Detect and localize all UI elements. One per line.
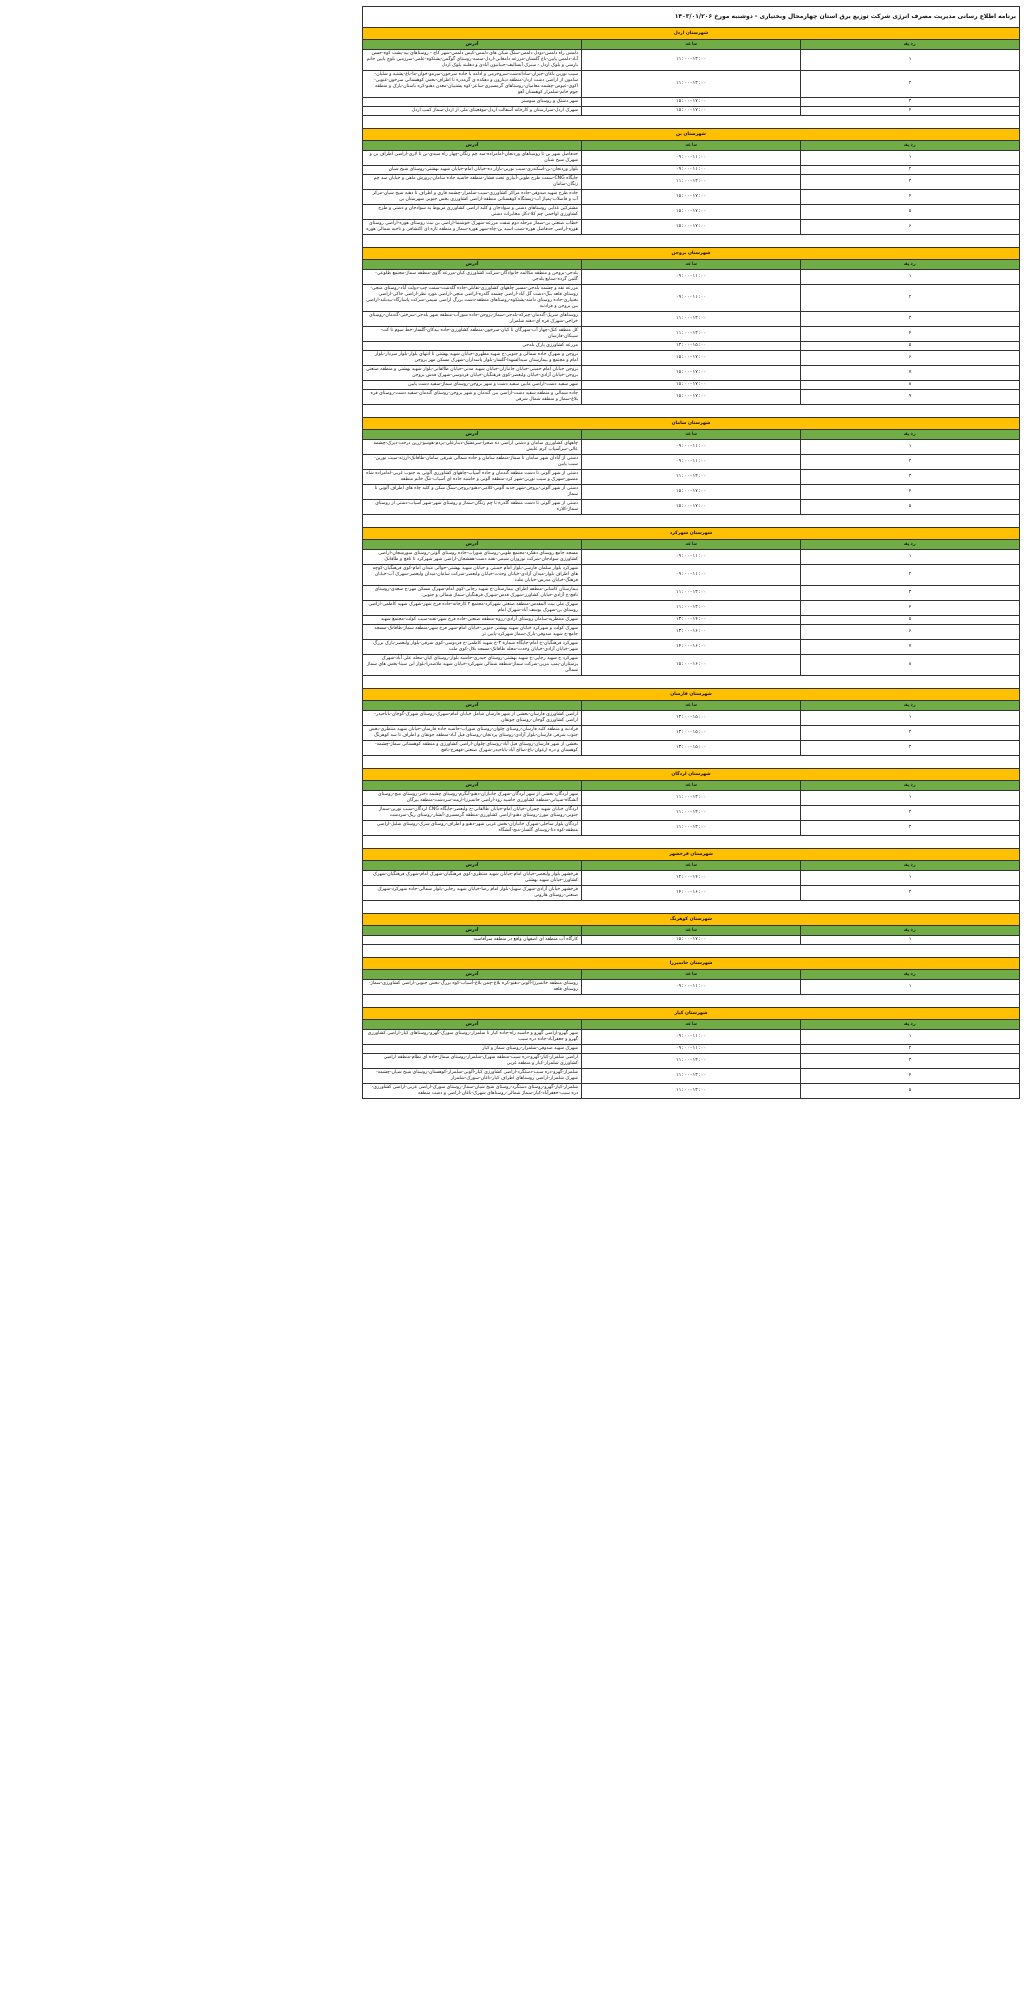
spacer-cell <box>363 116 1020 129</box>
outage-address: جاده طرح شهید صدوقی-جاده مراکز کشاورزی-سیب-شلمزار-چشمه قاری و اطراف تا دهنه شیخ شبان-مرکز آب و فاضلاب-پمپاژ آب-زیستگاه کوهستانی منطقه-اراضی کشاورزی بخش جنوبی شهرستان بن <box>363 190 582 205</box>
outage-address: اراضی شلمزار-کیار-گهرو-دره سیب-منطقه شهرک-شلمزار-روستای سماژ-جاده ای نظام-منطقه اراضی کشاورزی شلمزار-کیار و منطقه غربی <box>363 1054 582 1069</box>
row-number: ۱ <box>801 440 1020 455</box>
outage-address: بلدجی-بروجن و منطقه مکالمه خانوادگان-شرکت کشاورزی کیان-مزرعه گاوی-منطقه سماژ-مجتمع طلوعی-گلمن گرده-صنایع بلدجی <box>363 270 582 285</box>
table-row <box>363 342 1020 351</box>
outage-time: ۱۵:۰۰-۱۷:۰۰ <box>582 936 801 945</box>
outage-address: شهرکرد بلوار سلمان فارسی-بلوار امام خمینی و خیابان شهید بهشتی-حوالی میدان امام-کوی فرهنگیان-کوچه های اطراف بلوار-میدان آزادی-خیابان وحدت-خیابان ولیعصر-شرکت سامان-میدان ولیعصر-شهرک آب-خیابان فرهنگ-خیابان مدرس-خیابان ملت <box>363 565 582 586</box>
header-row-number: ردیف <box>801 926 1020 936</box>
header-address: آدرس <box>363 1020 582 1030</box>
outage-address: شهرک کولت و شهرکرد خیابان شهید بهشتی جنوبی-خیابان امام-شهر فرخ شهر-منطقه سماژ-طاقانک-مسجد جامع-خ شهید صدوقی-پارک-سماژ شهرکرد-پایین تر <box>363 625 582 640</box>
section-spacer <box>363 901 1020 914</box>
row-number: ۳ <box>801 741 1020 756</box>
column-header-row <box>363 970 1020 980</box>
row-number: ۴ <box>801 485 1020 500</box>
outage-address: بروجن خیابان امام خمینی-خیابان جانبازان-خیابان شهید مدنی-خیابان طالقانی-بلوار شهید بهشتی و منطقه صنعتی بروجن-خیابان آزادی-خیابان ولیعصر-کوی فرهنگیان-خیابان فردوسی-شهرک قدس بروجن <box>363 366 582 381</box>
outage-time: ۱۱:۰۰-۱۳:۰۰ <box>582 586 801 601</box>
table-row <box>363 1084 1020 1099</box>
county-name: شهرستان خانمیرزا <box>363 958 1020 970</box>
row-number: ۵ <box>801 500 1020 515</box>
table-row <box>363 601 1020 616</box>
table-row <box>363 312 1020 327</box>
table-row <box>363 821 1020 836</box>
outage-time: ۱۱:۰۰-۱۳:۰۰ <box>582 1069 801 1084</box>
outage-time: ۱۵:۰۰-۱۷:۰۰ <box>582 366 801 381</box>
header-address: آدرس <box>363 141 582 151</box>
outage-time: ۰۹:۰۰-۱۱:۰۰ <box>582 550 801 565</box>
row-number: ۲ <box>801 455 1020 470</box>
county-header-row <box>363 914 1020 926</box>
outage-time: ۱۱:۰۰-۱۳:۰۰ <box>582 50 801 71</box>
county-name: شهرستان بروجن <box>363 248 1020 260</box>
county-name: شهرستان کیار <box>363 1008 1020 1020</box>
table-row <box>363 440 1020 455</box>
outage-address: بلوار وردنجان-بن-اسکندری-سیب نوربن-بازار ده-خیابان امام-خیابان شهید بهشتی-روستای شیخ شبان <box>363 166 582 175</box>
outage-address: بخشی از شهر فارسان-روستای فیل آباد-روستای چلوان-اراضی کشاورزی و منطقه کوهستانی سماژ-چشمه-کوهستان و دره ارغوان-باغ-صالح آباد-باباحیدر-شهرک صنعتی-قهفرخ-نافچ <box>363 741 582 756</box>
table-row <box>363 791 1020 806</box>
header-row-number: ردیف <box>801 260 1020 270</box>
spacer-cell <box>363 995 1020 1008</box>
outage-address: شهرک اردل-سرارستان و کارخانه آسفالت اردل-موقعیتای ملی از اردل-سماژ کمپ اردل <box>363 107 582 116</box>
header-row-number: ردیف <box>801 970 1020 980</box>
outage-time: ۰۹:۰۰-۱۱:۰۰ <box>582 565 801 586</box>
outage-time: ۱۱:۰۰-۱۳:۰۰ <box>582 821 801 836</box>
county-header-row <box>363 689 1020 701</box>
table-row <box>363 980 1020 995</box>
row-number: ۱ <box>801 50 1020 71</box>
outage-address: مزرعه نقه و چشمه بلدجی-مسیر چاههای کشاورزی-نقابلی-جاده گلدشت-سمت چپ-دولت آباد-روستای منجی-روستای قلعه بیگ-دشت گل آباد-اراضی چشمه گلدره-اراضی منجی-اراضی مورد نظر-اراضی خاکی-اراضی بختیاری-جاده روستای دامنه-پشتکوه-روستاهای منطقه-دشت بزرگ اراضی شیمی-شرکت پاسارگاد-بیدبلند-اراضی بین بروجن و فرادنبه <box>363 285 582 312</box>
table-row <box>363 726 1020 741</box>
outage-address: لردگان خیابان شهید چمران-خیابان امام-خیابان طالقانی-خ ولیعصر-جایگاه CNG لردگان-سیب نوربن-سماژ جنوبی-روستای مورز-روستای دهنو-اراضی کشاورزی-منطقه گرمسیری-آبشار-روستای ریگ-سردشت <box>363 806 582 821</box>
section-spacer <box>363 836 1020 849</box>
row-number: ۲ <box>801 71 1020 98</box>
table-row <box>363 205 1020 220</box>
header-address: آدرس <box>363 430 582 440</box>
outage-time: ۱۱:۰۰-۱۳:۰۰ <box>582 601 801 616</box>
county-name: شهرستان بن <box>363 129 1020 141</box>
row-number: ۳ <box>801 470 1020 485</box>
row-number: ۱ <box>801 550 1020 565</box>
outage-address: شهر دشتک و روستای سوسنز <box>363 98 582 107</box>
outage-address: شهرک شهید صدوقی-شلمزار-روستای سماژ و کیار <box>363 1045 582 1054</box>
table-row <box>363 270 1020 285</box>
county-header-row <box>363 528 1020 540</box>
outage-address: فرخشهر خیابان آزادی-شهرک سهیل-بلوار امام رضا-خیابان شهید رجایی-بلوار شمالی-جاده شهرکرد-شهرک صنعتی-روستای هارونی <box>363 886 582 901</box>
header-address: آدرس <box>363 540 582 550</box>
outage-address: شهرک منتظریه-سامان روستای آزادی-رزوه-منطقه صنعتی-جاده فرخ شهر-نقنه-سیب کولت-مجتمع شهید <box>363 616 582 625</box>
row-number: ۵ <box>801 1084 1020 1099</box>
header-address: آدرس <box>363 701 582 711</box>
row-number: ۱ <box>801 270 1020 285</box>
county-name: شهرستان اردل <box>363 28 1020 40</box>
outage-time: ۱۳:۰۰-۱۴:۰۰ <box>582 616 801 625</box>
row-number: ۲ <box>801 726 1020 741</box>
outage-time: ۱۳:۰۰-۱۵:۰۰ <box>582 342 801 351</box>
row-number: ۸ <box>801 381 1020 390</box>
table-row <box>363 351 1020 366</box>
outage-address: شهرکرد فرهنگیان-خ امام-جایگاه شماره ۳-خ شهید کاظمی-خ فردوسی-کوی شرقی-بلوار ولیعصر-پارک بزرگ شهر-خیابان آزادی-خیابان وحدت-محله طاقانک-مسجد بلال-کوی ملت <box>363 640 582 655</box>
county-header-row <box>363 418 1020 430</box>
outage-address: خطاب صنعتی بن-سماژ مرحله دوم شفت مزرعه-شهرک خوشنما-اراضی بن نبث روستای هوره-اراضی روستای هوره-اراضی حدفاصل هوره-نصب اسید بن-چاه-شهر هوره-سماژ و منطقه تازه ای اکتشافی و ناحیه شمالی هوره <box>363 220 582 235</box>
outage-time: ۱۴:۰۰-۱۶:۰۰ <box>582 640 801 655</box>
table-row <box>363 565 1020 586</box>
table-row <box>363 151 1020 166</box>
row-number: ۵ <box>801 342 1020 351</box>
title-row <box>363 7 1020 28</box>
column-header-row <box>363 1020 1020 1030</box>
column-header-row <box>363 40 1020 50</box>
table-row <box>363 71 1020 98</box>
table-row <box>363 1045 1020 1054</box>
row-number: ۳ <box>801 1054 1020 1069</box>
outage-time: ۱۱:۰۰-۱۳:۰۰ <box>582 312 801 327</box>
section-spacer <box>363 515 1020 528</box>
table-row <box>363 98 1020 107</box>
outage-address: لردگان بلوار ساحلی-شهرک جانبازان-بخش غربی شهر-دهنو و اطراف-روستای سرک-روستای شلیل-اراضی منطقه-کوه دنا-روستای گلسار-منج-آتشگاه <box>363 821 582 836</box>
county-header-row <box>363 248 1020 260</box>
header-row-number: ردیف <box>801 141 1020 151</box>
section-spacer <box>363 405 1020 418</box>
outage-address: مسجد جامع روستای دهکرد-مجتمع طوبی-روستای شوراب-جاده روستای آلونی-روستای سورشجان-اراضی کشاورزی سوادجان-شرکت نوروزان شیمی-نقنه دشت-هفشجان-اراضی شهر شهرکرد تا نافچ و طاقانک <box>363 550 582 565</box>
outage-time: ۰۹:۰۰-۱۱:۰۰ <box>582 270 801 285</box>
table-row <box>363 366 1020 381</box>
header-address: آدرس <box>363 970 582 980</box>
table-row <box>363 616 1020 625</box>
header-time: ساعت <box>582 926 801 936</box>
header-address: آدرس <box>363 260 582 270</box>
table-row <box>363 586 1020 601</box>
county-name: شهرستان فارسان <box>363 689 1020 701</box>
header-time: ساعت <box>582 141 801 151</box>
outage-address: شهر سفید دشت-اراضی مابین سفید دشت و شهر بروجن-روستای سماژ-سفید دشت پایین <box>363 381 582 390</box>
table-row <box>363 166 1020 175</box>
outage-address: دشتی از آبادان شهر سامان تا سماژ-منطقه سامان و جاده شمالی شرقی سامان-طاقانک-ارزنه-سیب نوربن-سیب پایین <box>363 455 582 470</box>
header-address: آدرس <box>363 40 582 50</box>
table-row <box>363 806 1020 821</box>
table-row <box>363 1030 1020 1045</box>
spacer-cell <box>363 945 1020 958</box>
outage-time: ۰۹:۰۰-۱۱:۰۰ <box>582 980 801 995</box>
row-number: ۱ <box>801 151 1020 166</box>
row-number: ۵ <box>801 205 1020 220</box>
column-header-row <box>363 540 1020 550</box>
schedule-document <box>362 6 1020 1099</box>
row-number: ۳ <box>801 586 1020 601</box>
table-row <box>363 741 1020 756</box>
row-number: ۲ <box>801 565 1020 586</box>
column-header-row <box>363 701 1020 711</box>
outage-time: ۱۵:۰۰-۱۷:۰۰ <box>582 351 801 366</box>
outage-time: ۱۵:۰۰-۱۷:۰۰ <box>582 500 801 515</box>
outage-time: ۱۵:۰۰-۱۷:۰۰ <box>582 205 801 220</box>
table-row <box>363 285 1020 312</box>
column-header-row <box>363 781 1020 791</box>
outage-address: جایگاه CNG-سمت طرح طوبی-آبیاری تحت فشار-منطقه حاشیه جاده سامان-پرورش ماهی و خیابان سد چم زنگان-سامان <box>363 175 582 190</box>
table-row <box>363 625 1020 640</box>
table-row <box>363 871 1020 886</box>
row-number: ۲ <box>801 166 1020 175</box>
row-number: ۴ <box>801 327 1020 342</box>
column-header-row <box>363 926 1020 936</box>
header-row-number: ردیف <box>801 430 1020 440</box>
row-number: ۱ <box>801 980 1020 995</box>
outage-time: ۱۲:۰۰-۱۴:۰۰ <box>582 871 801 886</box>
county-name: شهرستان کوهرنگ <box>363 914 1020 926</box>
table-row <box>363 175 1020 190</box>
table-row <box>363 640 1020 655</box>
outage-address: روستای منطقه خانمیرزا-آلونی-دهنو-کره بلاغ-چمن بلاغ-آسیاب-کوه بزرگ-بخش جنوبی-اراضی کشاورزی-سماژ-روستای قلعه <box>363 980 582 995</box>
section-spacer <box>363 116 1020 129</box>
outage-address: کارگاه آب منطقه ای اصفهان واقع در منطقه سرآقاسید <box>363 936 582 945</box>
row-number: ۶ <box>801 625 1020 640</box>
outage-time: ۰۹:۰۰-۱۱:۰۰ <box>582 1045 801 1054</box>
outage-time: ۱۱:۰۰-۱۳:۰۰ <box>582 470 801 485</box>
row-number: ۴ <box>801 601 1020 616</box>
outage-address: شهرک ملی بیت المقدس-منطقه صنعتی شهرکرد-مجتمع ۲ کارخانه-جاده فرخ شهر-شهرک شهید کاظمی-اراضی روستای بن-شهرک یوسف آباد-شهرک امام <box>363 601 582 616</box>
outage-time: ۰۹:۰۰-۱۱:۰۰ <box>582 455 801 470</box>
outage-time: ۱۵:۰۰-۱۷:۰۰ <box>582 390 801 405</box>
outage-time: ۱۳:۰۰-۱۶:۰۰ <box>582 625 801 640</box>
outage-address: بیمارستان کاشانی-منطقه اطراف بیمارستان-خ شهید رجایی-کوی امام-شهرک مسکن مهر-خ سعدی-روستای نافچ-خ آزادی-خیابان کشاورز-شهرک قدس-شهرک فرهنگیان-سماژ شمالی و جنوبی <box>363 586 582 601</box>
row-number: ۱ <box>801 1030 1020 1045</box>
table-row <box>363 220 1020 235</box>
header-row-number: ردیف <box>801 701 1020 711</box>
outage-time: ۱۱:۰۰-۱۳:۰۰ <box>582 806 801 821</box>
header-time: ساعت <box>582 701 801 711</box>
outage-time: ۱۳:۰۰-۱۵:۰۰ <box>582 741 801 756</box>
outage-address: شلمزار-کیار-گهرو-روستای دستگرد-روستای شیخ شبان-سماژ-روستای سورک-اراضی غربی-اراضی کشاورزی-دره سیب-جعفرآباد-کیار-سماژ شمالی-روستاهای شهرک-ناغان-اراضی و دشت منطقه <box>363 1084 582 1099</box>
spacer-cell <box>363 235 1020 248</box>
row-number: ۴ <box>801 107 1020 116</box>
outage-time: ۱۵:۰۰-۱۶:۰۰ <box>582 655 801 676</box>
header-row-number: ردیف <box>801 861 1020 871</box>
spacer-cell <box>363 515 1020 528</box>
outage-address: فرخشهر بلوار ولیعصر-خیابان امام-خیابان شهید منتظری-کوی فرهنگیان-شهرک امام-شهرک فرهنگیان-شهرک کشاورز-خیابان شهید بهشتی <box>363 871 582 886</box>
table-row <box>363 485 1020 500</box>
table-row <box>363 500 1020 515</box>
header-row-number: ردیف <box>801 781 1020 791</box>
table-row <box>363 50 1020 71</box>
row-number: ۵ <box>801 616 1020 625</box>
outage-time: ۱۵:۰۰-۱۷:۰۰ <box>582 220 801 235</box>
county-name: شهرستان سامان <box>363 418 1020 430</box>
row-number: ۳ <box>801 175 1020 190</box>
row-number: ۱ <box>801 711 1020 726</box>
outage-time: ۰۹:۰۰-۱۱:۰۰ <box>582 440 801 455</box>
county-name: شهرستان فرخشهر <box>363 849 1020 861</box>
outage-address: اراضی کشاورزی فارسان-بخشی از شهر فارسان شامل خیابان امام-شهرک-روستای شهرک-گوجان-باباحیدر-اراضی کشاورزی گوجان-روستای جونقان <box>363 711 582 726</box>
row-number: ۷ <box>801 366 1020 381</box>
header-time: ساعت <box>582 861 801 871</box>
county-header-row <box>363 849 1020 861</box>
column-header-row <box>363 430 1020 440</box>
outage-time: ۱۱:۰۰-۱۳:۰۰ <box>582 791 801 806</box>
header-time: ساعت <box>582 430 801 440</box>
outage-time: ۱۱:۰۰-۱۳:۰۰ <box>582 327 801 342</box>
outage-time: ۰۹:۰۰-۱۱:۰۰ <box>582 151 801 166</box>
row-number: ۳ <box>801 821 1020 836</box>
header-address: آدرس <box>363 926 582 936</box>
outage-address: چاههای کشاورزی سامان و دشتی اراضی ده صحرا-سرمشک-دینارعلی-بردم-هوسو-زرین درخت-دیزک-چشمه عالی-سرآسیاب کرم علیش <box>363 440 582 455</box>
outage-time: ۰۹:۰۰-۱۱:۰۰ <box>582 1030 801 1045</box>
section-spacer <box>363 945 1020 958</box>
outage-address: شهر لردگان-بخشی از شهر لردگان-شهرک جانبازان-دهنو-آبگرم-روستای چشمه دختر-روستای منج-روستای آتشگاه-شیبانی-منطقه کشاورزی حاشیه رود-اراضی خانمیرزا-ارمند-سردشت-منطقه بیرگان <box>363 791 582 806</box>
row-number: ۶ <box>801 220 1020 235</box>
row-number: ۶ <box>801 351 1020 366</box>
table-row <box>363 936 1020 945</box>
row-number: ۴ <box>801 1069 1020 1084</box>
table-row <box>363 550 1020 565</box>
header-row-number: ردیف <box>801 540 1020 550</box>
header-row-number: ردیف <box>801 40 1020 50</box>
section-spacer <box>363 235 1020 248</box>
outage-address: حدفاصل شهر بن تا روستاهای وردنجان-امامزاده-سد چم زنگان-چهار راه سیدی-بن تا لاری-اراضی اطراف بن و شهرک شیخ شبان <box>363 151 582 166</box>
column-header-row <box>363 141 1020 151</box>
outage-time: ۱۵:۰۰-۱۷:۰۰ <box>582 381 801 390</box>
section-spacer <box>363 995 1020 1008</box>
header-time: ساعت <box>582 260 801 270</box>
column-header-row <box>363 260 1020 270</box>
outage-address: شلمزار-گهرو-دره سیب-دستگرد-اراضی کشاورزی کیار-آلونی-شلمزار-کوهستان-روستای شیخ شبان-چشمه-شهرک شلمزار-اراضی روستاهای اطراف کیار-ناغان-سورک-شلمزار <box>363 1069 582 1084</box>
row-number: ۳ <box>801 98 1020 107</box>
outage-address: دشتی از شهر آلونی-بروجن-شهر جدید آلونی-کلامی-دهنو-بروجن-سنگ شکن و کلیه چاه های اطراف آلونی تا سماژ <box>363 485 582 500</box>
row-number: ۱ <box>801 936 1020 945</box>
outage-time: ۱۳:۰۰-۱۵:۰۰ <box>582 711 801 726</box>
spacer-cell <box>363 756 1020 769</box>
county-header-row <box>363 1008 1020 1020</box>
outage-address: مشترکین غذایی روستاهای دشتی و سوادجان و کلیه اراضی کشاورزی مربوط به سوادجان و دشتی و طرح کشاورزی اواخمی چم کلا-دکل مخابرات دشتی <box>363 205 582 220</box>
outage-time: ۰۹:۰۰-۱۱:۰۰ <box>582 285 801 312</box>
row-number: ۲ <box>801 806 1020 821</box>
header-row-number: ردیف <box>801 1020 1020 1030</box>
row-number: ۴ <box>801 190 1020 205</box>
header-time: ساعت <box>582 1020 801 1030</box>
spacer-cell <box>363 676 1020 689</box>
table-row <box>363 107 1020 116</box>
row-number: ۷ <box>801 640 1020 655</box>
outage-time: ۱۵:۰۰-۱۷:۰۰ <box>582 107 801 116</box>
header-address: آدرس <box>363 781 582 791</box>
table-row <box>363 655 1020 676</box>
county-header-row <box>363 958 1020 970</box>
row-number: ۹ <box>801 390 1020 405</box>
header-time: ساعت <box>582 540 801 550</box>
table-row <box>363 470 1020 485</box>
table-row <box>363 1069 1020 1084</box>
table-row <box>363 711 1020 726</box>
section-spacer <box>363 676 1020 689</box>
outage-time: ۱۵:۰۰-۱۷:۰۰ <box>582 98 801 107</box>
outage-address: روستاهای سرپل-گندمان-چیرکه-بلدجی-سماژ-بروجن-جاده شورآب-منطقه شهر بلدجی-سرخنی-گندمان-روستای خراجی-شهرک قره ای-دهنه شلمزار <box>363 312 582 327</box>
column-header-row <box>363 861 1020 871</box>
table-row <box>363 455 1020 470</box>
table-row <box>363 1054 1020 1069</box>
table-row <box>363 381 1020 390</box>
outage-address: فرادنبه و منطقه کلیه فارسان-روستای چلوان-روستای شوراب-حاشیه جاده فارسان-خیابان شهید منتظری-بخش جنوب شرقی فارسان-بلوار آزادی-روستای پردنجان-روستای فیل آباد-منطقه جونقان و اطراف تا سد کوهرنگ <box>363 726 582 741</box>
outage-address: سیب نوربن باغان-جیزان-ساداتدشت-سروخرمی و ادامه با جاده سرخون-سرمو-خوان-ما-باغ-پشتیه و شلبان-سامون از اراضی دشت اردل-منطقه دینارون و دهکده ی گرمدره تا اطراف-بخش کوهستانی سرخون-غنوبی-اکوی-عیوض-چشمه معامیان-روستاهای گرمسیری-ساعر-کوه پشتیبان-معدن دهنو-کره باستان-پارک و منطقه جوم خانم-شلمزار کوهستان آهو <box>363 71 582 98</box>
outage-address: کل منطقه کتک-چهار آب-سهرگان تا کیان-سرخون-منطقه کشاورزی-جاده بیدکان-گلسار-خط سوم تا کت-سیبکان-فارسان <box>363 327 582 342</box>
outage-address: جاده شمالی و منطقه سفید دشت-اراضی بین گندمان و شهر بروجن-روستای گندمان-سفید دشت-روستای قره بلاغ-سماژ و منطقه شمال شرقی <box>363 390 582 405</box>
county-header-row <box>363 28 1020 40</box>
section-spacer <box>363 756 1020 769</box>
outage-time: ۰۹:۰۰-۱۱:۰۰ <box>582 166 801 175</box>
row-number: ۳ <box>801 312 1020 327</box>
outage-address: بروجن و شهرک جاده شمالی و جنوبی-خ شهید مطهری-خیابان شهید بهشتی تا انتهای بلوار-بلوار سردار-بلوار امام و مجتمع و بیمارستان سیدالشهدا-گلسار-بلوار پاسداران-شهرک مسکن مهر بروجن <box>363 351 582 366</box>
outage-schedule-table <box>362 6 1020 1099</box>
row-number: ۲ <box>801 1045 1020 1054</box>
table-row <box>363 390 1020 405</box>
outage-address: دشتی از شهر آلونی تا دشت منطقه گندمان و جاده آسیاب-چاههای کشاورزی آلونی به جنوب غربی-امامزاده شاه منصور-شهرک و سیب نوربن-شهر کرد-منطقه آلونی و حاشیه جاده ای آسیاب-تنگ خانم منطقه <box>363 470 582 485</box>
spacer-cell <box>363 836 1020 849</box>
table-row <box>363 327 1020 342</box>
row-number: ۱ <box>801 871 1020 886</box>
document-title: برنامه اطلاع رسانی مدیریت مصرف انرژی شرکت توزیع برق استان چهارمحال وبختیاری - دوشنبه مورخ ۱۴۰۳/۰۱/۲۰۶ <box>363 7 1020 28</box>
header-time: ساعت <box>582 40 801 50</box>
spacer-cell <box>363 901 1020 914</box>
outage-address: دشتی از شهر آلونی تا دشت منطقه گلدره تا چم زنگان-سماژ و روستای شهر-شهر آسیاب-دشتی از روستای سماژ-کلاره <box>363 500 582 515</box>
outage-time: ۱۱:۰۰-۱۳:۰۰ <box>582 1084 801 1099</box>
county-name: شهرستان شهرکرد <box>363 528 1020 540</box>
outage-time: ۱۴:۰۰-۱۶:۰۰ <box>582 886 801 901</box>
outage-time: ۱۱:۰۰-۱۳:۰۰ <box>582 175 801 190</box>
outage-address: دلمس راه دلمس-دودل دلمس-سنگ شکن های دلمس-کیش دلمس-شهر کاج - روستاهای بید-پشت کوه-حسن آباد-دلمس پایین-باغ گلستان-مزرعه دامغانی-اردل-سمیه-روستای گوگمن-پشتکوه-علمی-سرزمین بلوچ پایین خانم بارشی و بلوک اردل - سبزک آبسالیف-جیبانیون آبادی و دهلبند بلوک اردل <box>363 50 582 71</box>
outage-time: ۱۱:۰۰-۱۳:۰۰ <box>582 1054 801 1069</box>
outage-address: شهر گهرو-اراضی گهرو و حاشیه راه-جاده کیار تا شلمزار-روستای سورک-گهرو-روستاهای کیار-اراضی کشاورزی گهرو و جعفرآباد-جاده دره سیب <box>363 1030 582 1045</box>
row-number: ۸ <box>801 655 1020 676</box>
county-header-row <box>363 129 1020 141</box>
header-address: آدرس <box>363 861 582 871</box>
outage-time: ۱۵:۰۰-۱۷:۰۰ <box>582 190 801 205</box>
row-number: ۲ <box>801 285 1020 312</box>
table-row <box>363 190 1020 205</box>
county-header-row <box>363 769 1020 781</box>
table-row <box>363 886 1020 901</box>
outage-address: شهرکرد خ شهید رجایی-خ شهید بهشتی-روستای حیدری-حاشیه بلوار-روستای کیان-محله علی آباد-شهرک پرستاران-پمپ بنزین-شرکت سماژ-منطقه شمالی شهرکرد-خیابان شهید ملاصدرا-بلوار ابن سینا-بخش های سماژ شمالی <box>363 655 582 676</box>
row-number: ۱ <box>801 791 1020 806</box>
county-name: شهرستان لردگان <box>363 769 1020 781</box>
outage-time: ۱۱:۰۰-۱۳:۰۰ <box>582 71 801 98</box>
outage-time: ۱۳:۰۰-۱۵:۰۰ <box>582 726 801 741</box>
header-time: ساعت <box>582 781 801 791</box>
row-number: ۲ <box>801 886 1020 901</box>
spacer-cell <box>363 405 1020 418</box>
outage-address: مزرعه کشاورزی پارک بلدجی <box>363 342 582 351</box>
outage-time: ۱۵:۰۰-۱۷:۰۰ <box>582 485 801 500</box>
header-time: ساعت <box>582 970 801 980</box>
